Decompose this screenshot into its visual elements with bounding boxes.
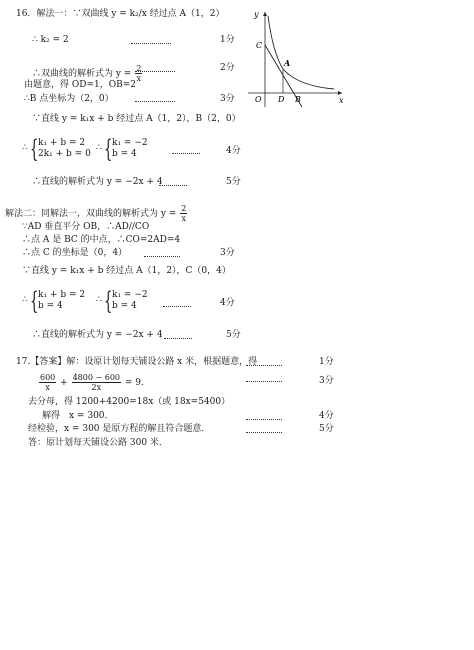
equation-rhs: = 9． bbox=[124, 378, 151, 388]
left-brace: { bbox=[30, 287, 39, 315]
left-brace: { bbox=[104, 287, 113, 315]
q17-fraction-2 bbox=[72, 373, 121, 392]
leader-dots bbox=[135, 71, 175, 72]
system-row-1: k₁ = −2 bbox=[112, 290, 148, 300]
score-q17-5: 5分 bbox=[319, 424, 334, 434]
leader-dots bbox=[159, 185, 187, 186]
fraction-denominator: x bbox=[45, 383, 50, 392]
hyperbola-curve bbox=[268, 16, 334, 89]
leader-dots bbox=[246, 381, 282, 382]
q16-od-ob-line: 由题意，得 OD=1，OB=2 bbox=[24, 80, 136, 90]
score-q17-4: 4分 bbox=[319, 411, 334, 421]
fraction-denominator: x bbox=[136, 74, 142, 83]
q17-check-line: 经检验，x = 300 是原方程的解且符合题意． bbox=[28, 424, 211, 434]
q16-system-2b bbox=[96, 287, 156, 315]
label-o: O bbox=[255, 95, 262, 104]
leader-dots bbox=[246, 365, 282, 366]
x-axis-arrow bbox=[338, 91, 342, 95]
q17-answer-line: 17.【答案】解：设原计划每天铺设公路 x 米，根据题意，得 bbox=[16, 357, 258, 367]
leader-dots bbox=[164, 338, 192, 339]
q16-hyperbola-fraction bbox=[135, 64, 142, 83]
q16-line-through-ab: ∵直线 y = k₁x + b 经过点 A（1，2），B（2，0） bbox=[32, 114, 241, 124]
therefore-symbol: ∴ bbox=[22, 143, 28, 153]
therefore-symbol: ∴ bbox=[96, 295, 102, 305]
q16-hyperbola-text: ∴双曲线的解析式为 y = bbox=[32, 69, 132, 79]
q17-clear-denominator: 去分母，得 1200+4200=18x（或 18x=5400） bbox=[28, 397, 231, 407]
score-q17-3: 3分 bbox=[319, 376, 334, 386]
score-m2-5: 5分 bbox=[226, 330, 241, 340]
score-1: 1分 bbox=[220, 35, 235, 45]
score-q17-1: 1分 bbox=[319, 357, 334, 367]
leader-dots bbox=[131, 43, 171, 44]
q17-answer-statement: 答：原计划每天铺设公路 300 米． bbox=[28, 438, 168, 448]
q16-system-2a bbox=[22, 287, 92, 315]
q17-solve-line: 解得 x = 300． bbox=[42, 411, 114, 421]
score-m2-4: 4分 bbox=[220, 298, 235, 308]
q16-line-equation: ∴直线的解析式为 y = −2x + 4 bbox=[32, 177, 163, 187]
system-row-2: b = 4 bbox=[38, 301, 63, 311]
q16-method2-header bbox=[5, 204, 188, 223]
fraction-denominator: 2x bbox=[91, 383, 102, 392]
plus-sign: + bbox=[60, 378, 68, 388]
label-a: A bbox=[284, 58, 291, 68]
q17-fraction-1 bbox=[39, 373, 56, 392]
q16-k2-line: ∴ k₂ = 2 bbox=[32, 35, 69, 45]
leader-dots bbox=[172, 153, 200, 154]
fraction-numerator: 600 bbox=[40, 373, 56, 382]
q16-b-point-line: ∴B 点坐标为（2，0） bbox=[24, 94, 114, 104]
therefore-symbol: ∴ bbox=[22, 295, 28, 305]
label-d: D bbox=[278, 95, 285, 104]
q16-m2-c-point-line: ∴点 C 的坐标是（0，4） bbox=[22, 248, 128, 258]
label-c: C bbox=[256, 41, 263, 50]
leader-dots bbox=[135, 101, 175, 102]
score-m2-3: 3分 bbox=[220, 248, 235, 258]
fraction-numerator: 4800 − 600 bbox=[72, 373, 120, 382]
system-row-2: 2k₁ + b = 0 bbox=[38, 149, 91, 159]
left-brace: { bbox=[104, 135, 113, 163]
system-row-2: b = 4 bbox=[112, 301, 137, 311]
system-row-2: b = 4 bbox=[112, 149, 137, 159]
leader-dots bbox=[246, 432, 282, 433]
label-b: B bbox=[295, 95, 301, 104]
score-4: 4分 bbox=[226, 146, 241, 156]
score-2: 2分 bbox=[220, 63, 235, 73]
q17-equation bbox=[38, 373, 150, 392]
fraction-numerator: 2 bbox=[181, 204, 187, 213]
q16-m2-midpoint-line: ∴点 A 是 BC 的中点，∴CO=2AD=4 bbox=[22, 235, 181, 245]
system-row-1: k₁ = −2 bbox=[112, 138, 148, 148]
system-row-1: k₁ + b = 2 bbox=[38, 290, 86, 300]
system-row-1: k₁ + b = 2 bbox=[38, 138, 86, 148]
y-axis-arrow bbox=[263, 12, 267, 16]
hyperbola-line-figure bbox=[246, 8, 346, 108]
score-5: 5分 bbox=[226, 177, 241, 187]
label-y: y bbox=[254, 10, 259, 19]
q16-header: 16．解法一：∵双曲线 y = k₂/x 经过点 A（1，2） bbox=[16, 9, 225, 19]
method2-header-text: 解法二：同解法一，双曲线的解析式为 y = bbox=[5, 209, 177, 219]
label-x: x bbox=[339, 96, 344, 105]
q16-system-1b bbox=[96, 135, 156, 163]
q16-system-1a bbox=[22, 135, 92, 163]
q16-m2-ad-line: ∵AD 垂直平分 OB，∴AD//CO bbox=[22, 222, 150, 232]
leader-dots bbox=[246, 419, 282, 420]
q16-m2-line-through-ac: ∵直线 y = k₁x + b 经过点 A（1，2），C（0，4） bbox=[22, 266, 231, 276]
therefore-symbol: ∴ bbox=[96, 143, 102, 153]
fraction-denominator: x bbox=[181, 214, 187, 223]
method2-fraction bbox=[180, 204, 187, 223]
q16-m2-line-equation: ∴直线的解析式为 y = −2x + 4 bbox=[32, 330, 163, 340]
left-brace: { bbox=[30, 135, 39, 163]
leader-dots bbox=[163, 306, 191, 307]
leader-dots bbox=[144, 256, 180, 257]
score-3: 3分 bbox=[220, 94, 235, 104]
fraction-numerator: 2 bbox=[136, 64, 142, 73]
